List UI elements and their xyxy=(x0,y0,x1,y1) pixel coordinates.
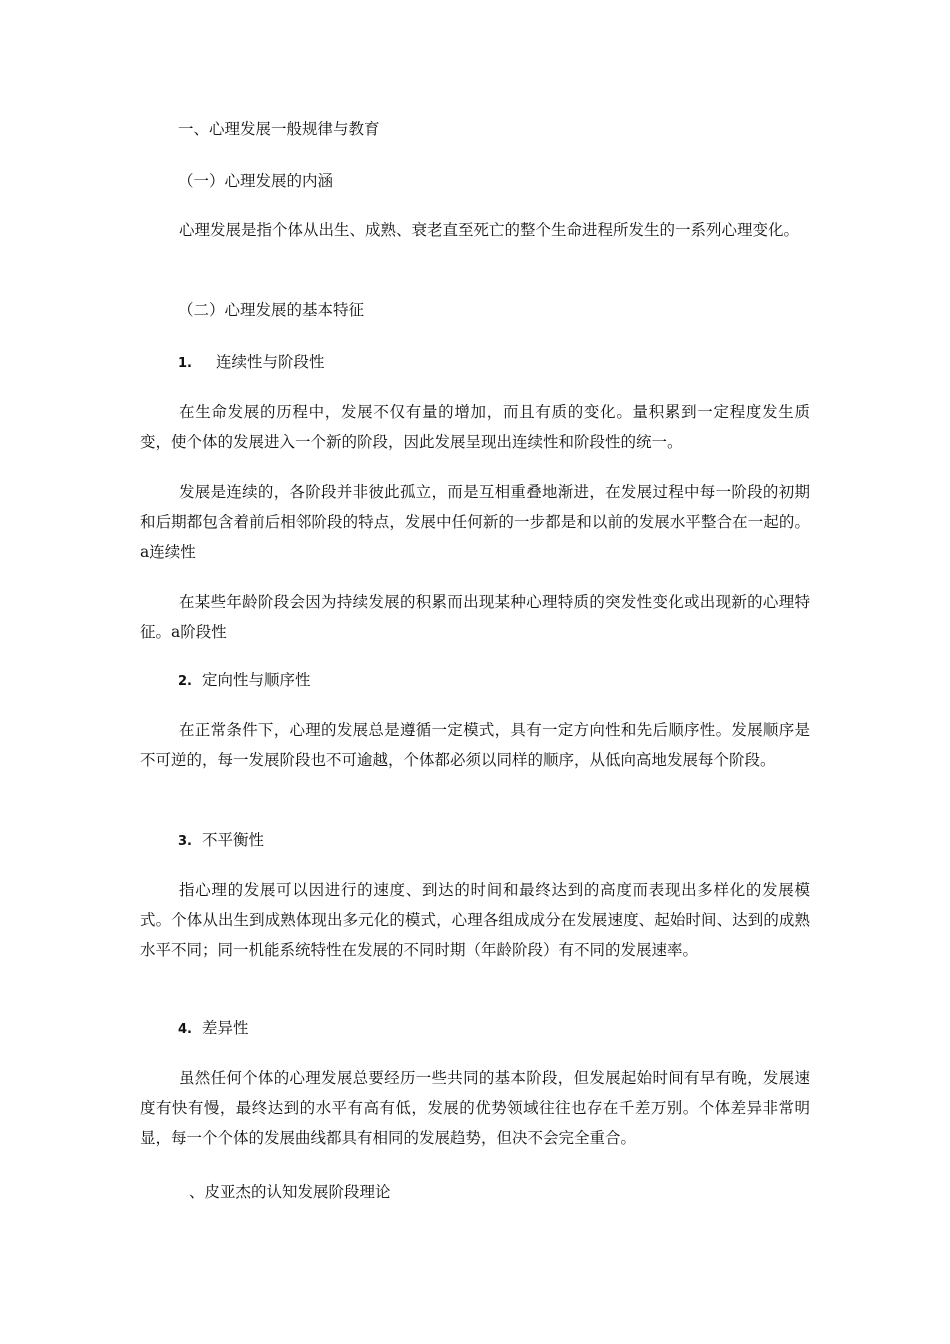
item-continuity-heading xyxy=(178,347,325,379)
item-difference-heading xyxy=(178,1013,249,1045)
paragraph-stage: 在某些年龄阶段会因为持续发展的积累而出现某种心理特质的突发性变化或出现新的心理特征。a阶段性 xyxy=(140,593,810,641)
next-section-heading: 、皮亚杰的认知发展阶段理论 xyxy=(189,1183,391,1201)
item-title: 不平衡性 xyxy=(202,831,265,849)
item-direction-heading xyxy=(178,665,311,697)
item-number: 3. xyxy=(178,834,192,849)
item-number: 2. xyxy=(178,674,192,689)
section-title-connotation: （一）心理发展的内涵 xyxy=(178,172,334,190)
section-title-features: （二）心理发展的基本特征 xyxy=(178,301,365,319)
paragraph-definition: 心理发展是指个体从出生、成熟、衰老直至死亡的整个生命进程所发生的一系列心理变化。 xyxy=(179,221,800,239)
item-imbalance-heading xyxy=(178,825,264,857)
item-number: 4. xyxy=(178,1022,192,1037)
paragraph-difference: 虽然任何个体的心理发展总要经历一些共同的基本阶段，但发展起始时间有早有晚，发展速度有快有慢，最终达到的水平有高有低，发展的优势领域往往也存在千差万别。个体差异非常明显，每一个个体的发展曲线都具有相同的发展趋势，但决不会完全重合。 xyxy=(140,1069,810,1147)
paragraph-continuity-stage: 在生命发展的历程中，发展不仅有量的增加，而且有质的变化。量积累到一定程度发生质变，使个体的发展进入一个新的阶段，因此发展呈现出连续性和阶段性的统一。 xyxy=(140,403,810,451)
item-title: 定向性与顺序性 xyxy=(202,671,311,689)
main-heading: 一、心理发展一般规律与教育 xyxy=(178,120,380,138)
paragraph-continuity: 发展是连续的，各阶段并非彼此孤立，而是互相重叠地渐进，在发展过程中每一阶段的初期和后期都包含着前后相邻阶段的特点，发展中任何新的一步都是和以前的发展水平整合在一起的。a连续性 xyxy=(140,483,810,561)
paragraph-direction-order: 在正常条件下，心理的发展总是遵循一定模式，具有一定方向性和先后顺序性。发展顺序是不可逆的，每一发展阶段也不可逾越，个体都必须以同样的顺序，从低向高地发展每个阶段。 xyxy=(140,721,810,769)
item-title: 连续性与阶段性 xyxy=(216,353,325,371)
paragraph-imbalance: 指心理的发展可以因进行的速度、到达的时间和最终达到的高度而表现出多样化的发展模式。个体从出生到成熟体现出多元化的模式，心理各组成成分在发展速度、起始时间、达到的成熟水平不同；同一机能系统特性在发展的不同时期（年龄阶段）有不同的发展速率。 xyxy=(140,881,810,959)
item-title: 差异性 xyxy=(202,1019,249,1037)
item-number: 1. xyxy=(178,356,192,371)
